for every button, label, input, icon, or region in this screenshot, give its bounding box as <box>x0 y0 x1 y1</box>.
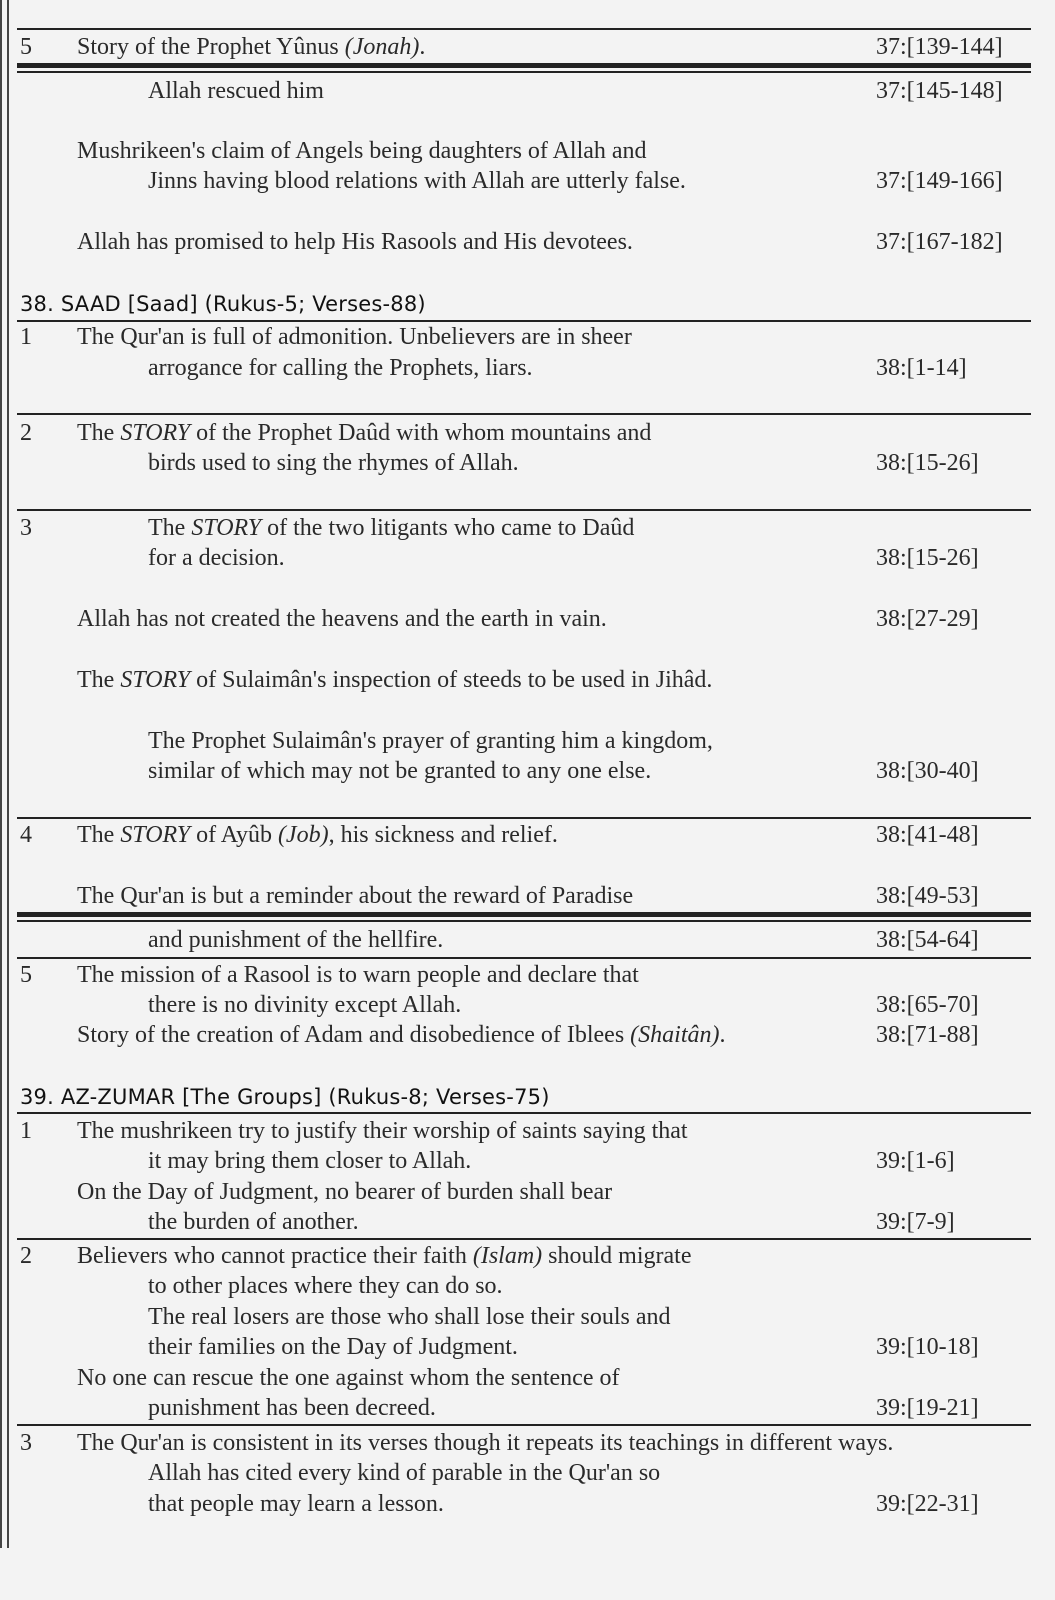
row-text: The STORY of the two litigants who came to Daûd <box>148 515 635 541</box>
row-text: The mission of a Rasool is to warn people and declare that <box>77 962 639 988</box>
row-number: 2 <box>20 1243 32 1269</box>
row-text: the burden of another. <box>148 1209 359 1235</box>
row-text: Believers who cannot practice their faith (Islam) should migrate <box>77 1243 692 1269</box>
verse-ref: 38:[30-40] <box>876 758 979 784</box>
row-text: On the Day of Judgment, no bearer of burden shall bear <box>77 1179 613 1205</box>
verse-ref: 38:[41-48] <box>876 822 979 848</box>
verse-ref: 38:[54-64] <box>876 927 979 953</box>
rule <box>17 28 1031 30</box>
rule <box>17 71 1031 73</box>
row-text: Story of the creation of Adam and disobedience of Iblees (Shaitân). <box>77 1022 726 1048</box>
row-text: Allah rescued him <box>148 78 324 104</box>
verse-ref: 38:[15-26] <box>876 545 979 571</box>
row-text: punishment has been decreed. <box>148 1395 436 1421</box>
row-text: The Qur'an is but a reminder about the reward of Paradise <box>77 883 634 909</box>
row-text: arrogance for calling the Prophets, liars. <box>148 355 533 381</box>
row-number: 5 <box>20 962 32 988</box>
row-number: 3 <box>20 1430 32 1456</box>
row-text: The STORY of the Prophet Daûd with whom mountains and <box>77 420 652 446</box>
rule <box>17 509 1031 511</box>
verse-ref: 37:[167-182] <box>876 229 1003 255</box>
verse-ref: 39:[7-9] <box>876 1209 955 1235</box>
verse-ref: 38:[15-26] <box>876 450 979 476</box>
rule <box>17 1424 1031 1426</box>
row-text: The STORY of Ayûb (Job), his sickness and relief. <box>77 822 558 848</box>
rule <box>17 1112 1031 1114</box>
row-text: it may bring them closer to Allah. <box>148 1148 472 1174</box>
row-text: The mushrikeen try to justify their worship of saints saying that <box>77 1118 688 1144</box>
verse-ref: 39:[1-6] <box>876 1148 955 1174</box>
verse-ref: 37:[149-166] <box>876 168 1003 194</box>
section-heading: 38. SAAD [Saad] (Rukus-5; Verses-88) <box>20 292 426 316</box>
rule <box>17 1238 1031 1240</box>
row-text: Mushrikeen's claim of Angels being daughters of Allah and <box>77 138 647 164</box>
verse-ref: 38:[1-14] <box>876 355 967 381</box>
row-text: that people may learn a lesson. <box>148 1491 444 1517</box>
row-text: their families on the Day of Judgment. <box>148 1334 518 1360</box>
rule <box>17 957 1031 959</box>
verse-ref: 38:[49-53] <box>876 883 979 909</box>
row-text: Jinns having blood relations with Allah are utterly false. <box>148 168 686 194</box>
row-text: The Qur'an is full of admonition. Unbelievers are in sheer <box>77 324 632 350</box>
row-text: No one can rescue the one against whom the sentence of <box>77 1365 620 1391</box>
row-text: for a decision. <box>148 545 285 571</box>
row-text: Allah has cited every kind of parable in the Qur'an so <box>148 1460 661 1486</box>
row-text: to other places where they can do so. <box>148 1273 503 1299</box>
verse-ref: 39:[22-31] <box>876 1491 979 1517</box>
row-text: Allah has not created the heavens and the earth in vain. <box>77 606 607 632</box>
rule <box>17 920 1031 922</box>
verse-ref: 39:[19-21] <box>876 1395 979 1421</box>
verse-ref: 39:[10-18] <box>876 1334 979 1360</box>
verse-ref: 38:[27-29] <box>876 606 979 632</box>
rule <box>17 413 1031 415</box>
rule-thick <box>17 912 1031 917</box>
verse-ref: 37:[145-148] <box>876 78 1003 104</box>
row-text: and punishment of the hellfire. <box>148 927 444 953</box>
row-number: 1 <box>20 324 32 350</box>
row-number: 2 <box>20 420 32 446</box>
row-number: 3 <box>20 515 32 541</box>
verse-ref: 38:[71-88] <box>876 1022 979 1048</box>
verse-ref: 38:[65-70] <box>876 992 979 1018</box>
row-text: birds used to sing the rhymes of Allah. <box>148 450 519 476</box>
page-left-border <box>0 0 12 1548</box>
row-number: 5 <box>20 34 32 60</box>
verse-ref: 37:[139-144] <box>876 34 1003 60</box>
row-text: there is no divinity except Allah. <box>148 992 462 1018</box>
rule <box>17 817 1031 819</box>
row-text: The real losers are those who shall lose their souls and <box>148 1304 671 1330</box>
row-text: Story of the Prophet Yûnus (Jonah). <box>77 34 426 60</box>
row-text: The Qur'an is consistent in its verses though it repeats its teachings in different ways. <box>77 1430 894 1456</box>
row-number: 4 <box>20 822 32 848</box>
section-heading: 39. AZ-ZUMAR [The Groups] (Rukus-8; Verses-75) <box>20 1085 550 1109</box>
row-text: Allah has promised to help His Rasools and His devotees. <box>77 229 633 255</box>
row-text: The STORY of Sulaimân's inspection of steeds to be used in Jihâd. <box>77 667 713 693</box>
row-number: 1 <box>20 1118 32 1144</box>
row-text: The Prophet Sulaimân's prayer of granting him a kingdom, <box>148 728 713 754</box>
rule-thick <box>17 63 1031 68</box>
row-text: similar of which may not be granted to any one else. <box>148 758 652 784</box>
